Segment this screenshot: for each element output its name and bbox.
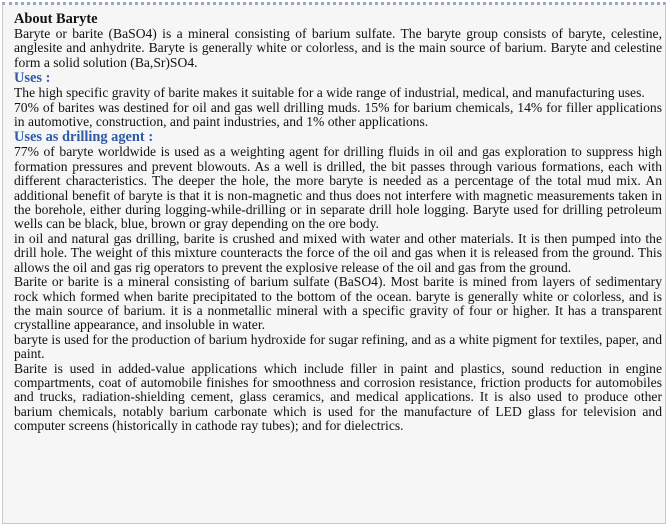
drilling-paragraph-4: baryte is used for the production of barium hydroxide for sugar refining, and as a white pigment for textiles, paper, and paint. [14,331,662,362]
drilling-paragraph-3: Barite or barite is a mineral consisting of barium sulfate (BaSO4). Most barite is mined from layers of sedimentary rock which formed when barite precipitated to the bottom of the ocean. baryte is generally white or colorless, and is the main source of barium. it is a nonmetallic mineral with a specific gravity of four or higher. It has a transparent crystalline appearance, and insoluble in water. [14,274,662,333]
uses-paragraph-2: 70% of barites was destined for oil and gas well drilling muds. 15% for barium chemicals, 14% for filler applications in automotive, construction, and paint industries, and 1% other applications. [14,99,662,130]
uses-paragraph-1: The high specific gravity of barite makes it suitable for a wide range of industrial, medical, and manufacturing uses. [14,85,645,101]
drilling-paragraph-1: 77% of baryte worldwide is used as a weighting agent for drilling fluids in oil and gas exploration to suppress high formation pressures and prevent blowouts. As a well is drilled, the bit passes through various formations, each with different characteristics. The deeper the hole, the more baryte is needed as a percentage of the total mud mix. An additional benefit of baryte is that it is non-magnetic and thus does not interfere with magnetic measurements taken in the borehole, either during logging-while-drilling or in separate drill hole logging. Baryte used for drilling petroleum wells can be black, blue, brown or gray depending on the ore body. [14,144,662,232]
article-panel [2,2,666,524]
article-content [14,11,662,434]
intro-paragraph: Baryte or barite (BaSO4) is a mineral consisting of barium sulfate. The baryte group consists of baryte, celestine, anglesite and anhydrite. Baryte is generally white or colorless, and is the main source of barium. Baryte and celestine form a solid solution (Ba,Sr)SO4. [14,26,662,70]
drilling-paragraph-2: in oil and natural gas drilling, barite is crushed and mixed with water and other materials. It is then pumped into the drill hole. The weight of this mixture counteracts the force of the oil and gas when it is released from the ground. This allows the oil and gas rig operators to prevent the explosive release of the oil and gas from the ground. [14,230,662,275]
drilling-paragraph-5: Barite is used in added-value applications which include filler in paint and plastics, sound reduction in engine compartments, coat of automobile finishes for smoothness and corrosion resistance, friction products for automobiles and trucks, radiation-shielding cement, glass ceramics, and medical applications. It is also used to produce other barium chemicals, notably barium carbonate which is used for the manufacture of LED glass for television and computer screens (historically in cathode ray tubes); and for dielectrics. [14,360,662,434]
uses-heading: Uses : [14,70,51,87]
article-title: About Baryte [14,11,98,27]
drilling-agent-heading: Uses as drilling agent : [14,129,154,146]
